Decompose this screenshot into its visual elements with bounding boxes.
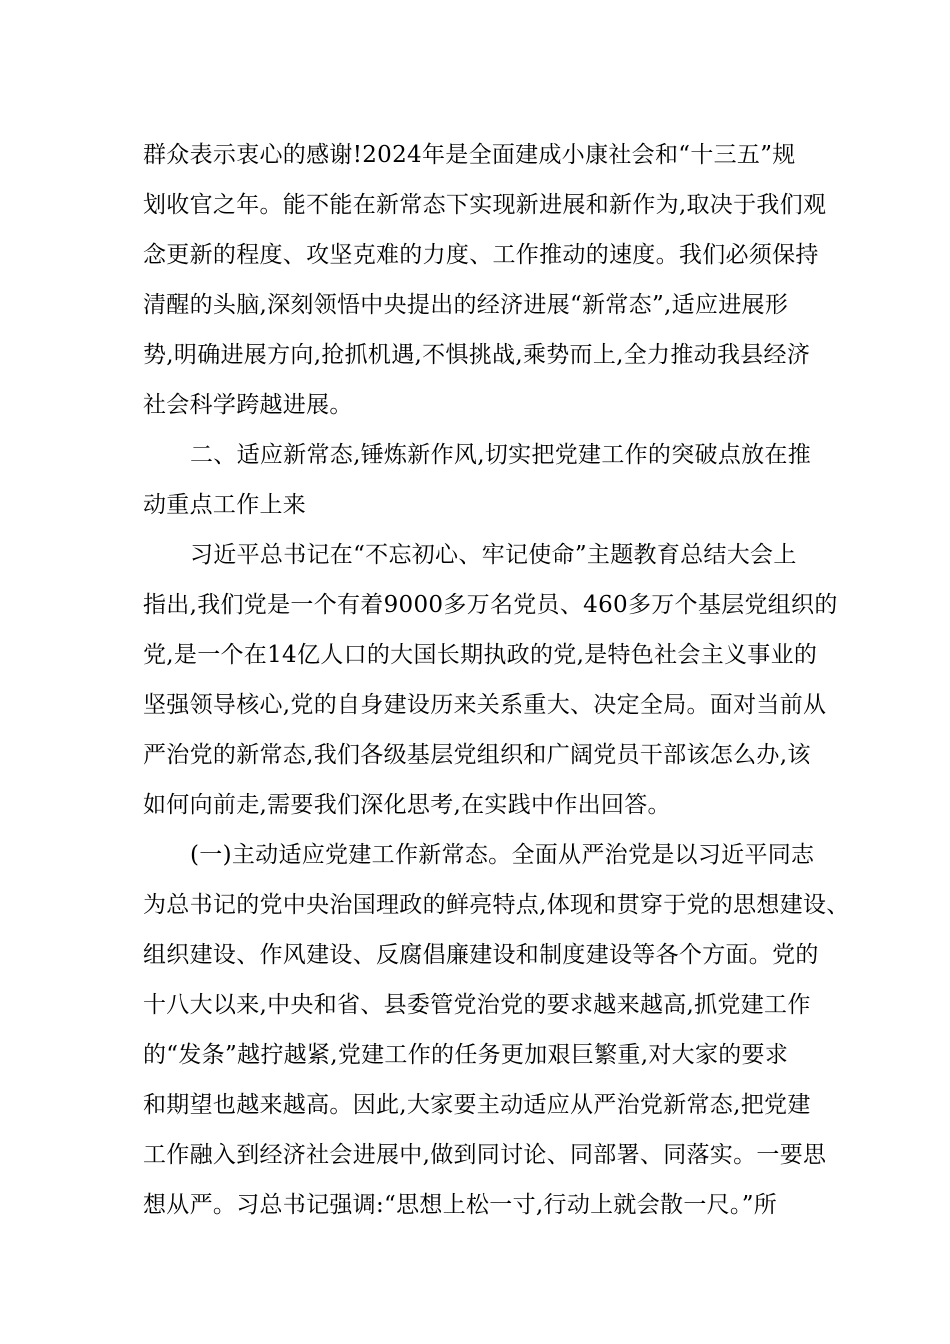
text-line: (一)主动适应党建工作新常态。全面从严治党是以习近平同志 — [190, 842, 815, 868]
section-heading-line: 动重点工作上来 — [143, 492, 307, 518]
text-line: 的“发条”越拧越紧,党建工作的任务更加艰巨繁重,对大家的要求 — [143, 1042, 789, 1068]
text-line: 坚强领导核心,党的自身建设历来关系重大、决定全局。面对当前从 — [143, 692, 827, 718]
text-line: 工作融入到经济社会进展中,做到同讨论、同部署、同落实。一要思 — [143, 1142, 827, 1168]
text-line: 十八大以来,中央和省、县委管党治党的要求越来越高,抓党建工作 — [143, 992, 811, 1018]
text-line: 如何向前走,需要我们深化思考,在实践中作出回答。 — [143, 792, 671, 818]
text-line: 组织建设、作风建设、反腐倡廉建设和制度建设等各个方面。党的 — [143, 942, 819, 968]
text-line: 清醒的头脑,深刻领悟中央提出的经济进展“新常态”,适应进展形 — [143, 292, 789, 318]
text-line: 念更新的程度、攻坚克难的力度、工作推动的速度。我们必须保持 — [143, 242, 819, 268]
text-line: 为总书记的党中央治国理政的鲜亮特点,体现和贯穿于党的思想建设、 — [143, 892, 850, 918]
section-heading-line: 二、适应新常态,锤炼新作风,切实把党建工作的突破点放在推 — [190, 442, 812, 468]
text-line: 势,明确进展方向,抢抓机遇,不惧挑战,乘势而上,全力推动我县经济 — [143, 342, 811, 368]
text-line: 党,是一个在14亿人口的大国长期执政的党,是特色社会主义事业的 — [143, 642, 818, 668]
text-line: 习近平总书记在“不忘初心、牢记使命”主题教育总结大会上 — [190, 542, 797, 568]
text-line: 划收官之年。能不能在新常态下实现新进展和新作为,取决于我们观 — [143, 192, 827, 218]
text-line: 想从严。习总书记强调:“思想上松一寸,行动上就会散一尺。”所 — [143, 1192, 778, 1218]
text-line: 群众表示衷心的感谢!2024年是全面建成小康社会和“十三五”规 — [143, 142, 796, 168]
text-line: 严治党的新常态,我们各级基层党组织和广阔党员干部该怎么办,该 — [143, 742, 811, 768]
text-line: 指出,我们党是一个有着9000多万名党员、460多万个基层党组织的 — [143, 592, 838, 618]
text-line: 和期望也越来越高。因此,大家要主动适应从严治党新常态,把党建 — [143, 1092, 811, 1118]
text-line: 社会科学跨越进展。 — [143, 392, 353, 418]
